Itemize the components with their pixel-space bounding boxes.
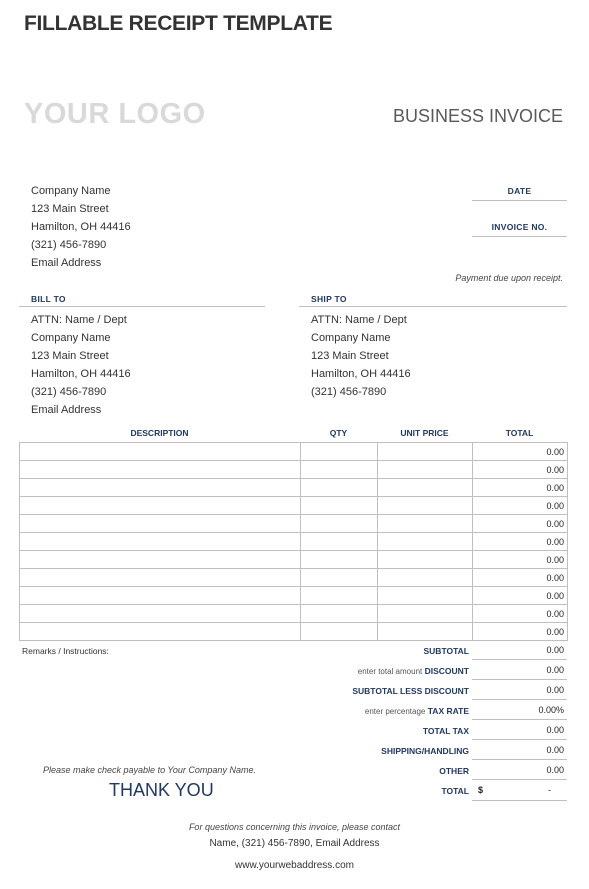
qty-cell[interactable] [301, 551, 378, 569]
total-label: TOTAL [441, 786, 469, 796]
ship-to-phone[interactable]: (321) 456-7890 [311, 386, 387, 398]
description-cell[interactable] [20, 515, 301, 533]
summary-hint: enter percentage [364, 707, 426, 716]
total-cell: 0.00 [473, 533, 568, 551]
table-row [20, 533, 568, 551]
summary-label-text: DISCOUNT [424, 666, 469, 676]
remarks-field[interactable] [19, 660, 289, 755]
total-cell: 0.00 [473, 587, 568, 605]
total-cell: 0.00 [473, 605, 568, 623]
company-city[interactable]: Hamilton, OH 44416 [31, 221, 131, 233]
ship-to-city[interactable]: Hamilton, OH 44416 [311, 368, 411, 380]
summary-hint: enter total amount [357, 667, 423, 676]
total-underline [472, 800, 567, 801]
company-name[interactable]: Company Name [31, 185, 111, 197]
table-row [20, 569, 568, 587]
summary-label-tax-rate [300, 706, 469, 716]
bill-to-city[interactable]: Hamilton, OH 44416 [31, 368, 131, 380]
total-cell: 0.00 [473, 497, 568, 515]
check-payable-note: Please make check payable to Your Company Name. [43, 765, 256, 775]
unit-price-cell[interactable] [378, 443, 473, 461]
summary-underline [472, 679, 567, 680]
summary-underline [472, 779, 567, 780]
footer-contact: Name, (321) 456-7890, Email Address [209, 838, 380, 849]
description-cell[interactable] [20, 479, 301, 497]
unit-price-cell[interactable] [378, 533, 473, 551]
qty-cell[interactable] [301, 533, 378, 551]
bill-to-street[interactable]: 123 Main Street [31, 350, 109, 362]
total-currency: $ [478, 785, 484, 795]
summary-label-shipping-handling [300, 746, 469, 756]
ship-to-street[interactable]: 123 Main Street [311, 350, 389, 362]
col-header-description: DESCRIPTION [130, 428, 189, 438]
bill-to-label: BILL TO [31, 294, 66, 304]
description-cell[interactable] [20, 605, 301, 623]
total-value: - [548, 785, 551, 795]
ship-to-attn[interactable]: ATTN: Name / Dept [311, 314, 407, 326]
summary-underline [472, 739, 567, 740]
qty-cell[interactable] [301, 497, 378, 515]
summary-underline [472, 699, 567, 700]
description-cell[interactable] [20, 569, 301, 587]
bill-to-attn[interactable]: ATTN: Name / Dept [31, 314, 127, 326]
col-header-total: TOTAL [505, 428, 534, 438]
company-phone[interactable]: (321) 456-7890 [31, 239, 107, 251]
table-row [20, 551, 568, 569]
qty-cell[interactable] [301, 623, 378, 641]
ship-to-divider [299, 306, 567, 307]
unit-price-cell[interactable] [378, 569, 473, 587]
summary-label-text: SUBTOTAL LESS DISCOUNT [352, 686, 469, 696]
summary-label-subtotal [300, 646, 469, 656]
footer-question: For questions concerning this invoice, please contact [188, 822, 401, 832]
bill-to-email[interactable]: Email Address [31, 404, 102, 416]
description-cell[interactable] [20, 443, 301, 461]
total-cell: 0.00 [473, 443, 568, 461]
table-row [20, 605, 568, 623]
summary-underline [472, 719, 567, 720]
description-cell[interactable] [20, 587, 301, 605]
qty-cell[interactable] [301, 443, 378, 461]
bill-to-phone[interactable]: (321) 456-7890 [31, 386, 107, 398]
total-cell: 0.00 [473, 623, 568, 641]
invoice-no-label: INVOICE NO. [491, 222, 548, 232]
logo-placeholder: YOUR LOGO [24, 98, 206, 130]
summary-label-text: TAX RATE [427, 706, 469, 716]
total-cell: 0.00 [473, 515, 568, 533]
total-cell: 0.00 [473, 551, 568, 569]
summary-label-subtotal-less-discount [300, 686, 469, 696]
summary-value-other[interactable]: 0.00 [546, 765, 564, 775]
document-type: BUSINESS INVOICE [392, 106, 563, 126]
page-title: FILLABLE RECEIPT TEMPLATE [24, 12, 333, 35]
summary-label-text: TOTAL TAX [422, 726, 469, 736]
qty-cell[interactable] [301, 587, 378, 605]
col-header-qty: QTY [329, 428, 348, 438]
summary-value-discount[interactable]: 0.00 [546, 665, 564, 675]
unit-price-cell[interactable] [378, 605, 473, 623]
payment-note: Payment due upon receipt. [455, 273, 563, 283]
unit-price-cell[interactable] [378, 623, 473, 641]
unit-price-cell[interactable] [378, 479, 473, 497]
unit-price-cell[interactable] [378, 551, 473, 569]
unit-price-cell[interactable] [378, 497, 473, 515]
bill-to-company[interactable]: Company Name [31, 332, 111, 344]
footer-web: www.yourwebaddress.com [235, 860, 354, 871]
col-header-unit-price: UNIT PRICE [400, 428, 449, 438]
bill-to-divider [19, 306, 265, 307]
summary-label-total-tax [300, 726, 469, 736]
date-label: DATE [507, 186, 532, 196]
company-street[interactable]: 123 Main Street [31, 203, 109, 215]
description-cell[interactable] [20, 551, 301, 569]
qty-cell[interactable] [301, 515, 378, 533]
table-row [20, 497, 568, 515]
total-cell: 0.00 [473, 569, 568, 587]
summary-value-shipping-handling[interactable]: 0.00 [546, 745, 564, 755]
table-row [20, 515, 568, 533]
qty-cell[interactable] [301, 605, 378, 623]
total-cell: 0.00 [473, 479, 568, 497]
table-row [20, 587, 568, 605]
table-row [20, 623, 568, 641]
summary-label-discount [300, 666, 469, 676]
qty-cell[interactable] [301, 479, 378, 497]
description-cell[interactable] [20, 461, 301, 479]
summary-value-subtotal-less-discount: 0.00 [546, 685, 564, 695]
thank-you: THANK YOU [109, 780, 214, 800]
table-row [20, 479, 568, 497]
company-email[interactable]: Email Address [31, 257, 102, 269]
date-field[interactable] [472, 200, 567, 201]
summary-value-total-tax: 0.00 [546, 725, 564, 735]
ship-to-company[interactable]: Company Name [311, 332, 391, 344]
remarks-label: Remarks / Instructions: [22, 646, 109, 656]
ship-to-label: SHIP TO [311, 294, 347, 304]
unit-price-cell[interactable] [378, 461, 473, 479]
description-cell[interactable] [20, 623, 301, 641]
summary-label-text: SUBTOTAL [423, 646, 469, 656]
qty-cell[interactable] [301, 569, 378, 587]
summary-label-other [300, 766, 469, 776]
unit-price-cell[interactable] [378, 515, 473, 533]
summary-underline [472, 659, 567, 660]
unit-price-cell[interactable] [378, 587, 473, 605]
summary-label-text: SHIPPING/HANDLING [381, 746, 469, 756]
table-row [20, 443, 568, 461]
summary-value-subtotal: 0.00 [546, 645, 564, 655]
description-cell[interactable] [20, 497, 301, 515]
table-row [20, 461, 568, 479]
description-cell[interactable] [20, 533, 301, 551]
total-cell: 0.00 [473, 461, 568, 479]
summary-underline [472, 759, 567, 760]
summary-value-tax-rate[interactable]: 0.00% [538, 705, 564, 715]
qty-cell[interactable] [301, 461, 378, 479]
invoice-no-field[interactable] [472, 236, 567, 237]
line-items-table [19, 442, 568, 641]
summary-label-text: OTHER [439, 766, 469, 776]
